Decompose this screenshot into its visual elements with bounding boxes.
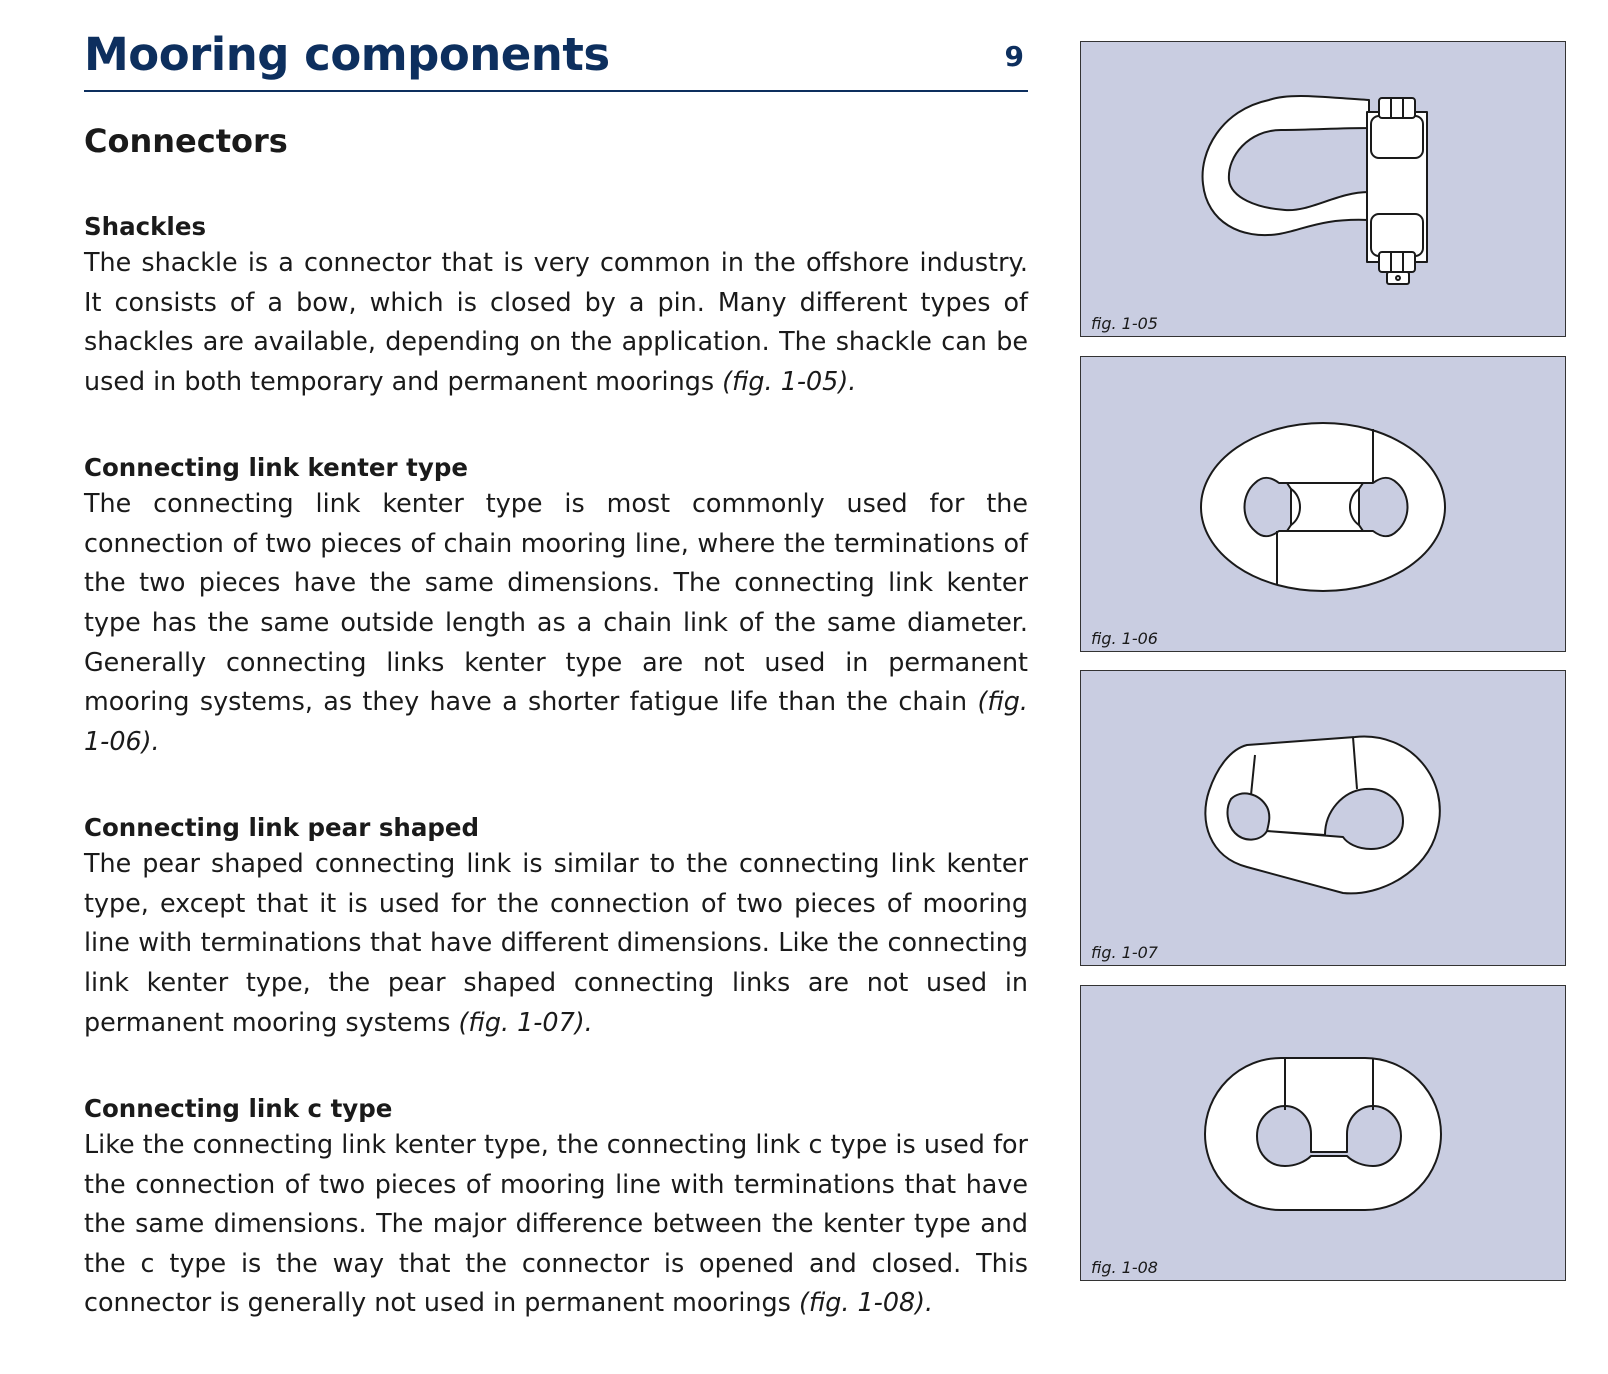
page-title: Mooring components <box>84 28 610 81</box>
pear-link-illustration <box>1081 671 1567 967</box>
subsection-title: Shackles <box>84 212 207 242</box>
subsection-body <box>84 243 1028 401</box>
subsection-body <box>84 484 1028 761</box>
figure-label: fig. 1-06 <box>1091 629 1158 648</box>
body-text: The shackle is a connector that is very common in the offshore industry. It consists of a bow, which is closed by a pin. Many different types of shackles are available, depending on the application. The shackle can be used in both temporary and permanent moorings <box>84 247 1028 396</box>
subsection-body <box>84 1125 1028 1323</box>
body-text: The connecting link kenter type is most commonly used for the connection of two pieces of chain mooring line, where the terminations of the two pieces have the same dimensions. The connecting link kenter type has the same outside length as a chain link of the same diameter. Generally connecting links kenter type are not used in permanent mooring systems, as they have a shorter fatigue life than the chain <box>84 488 1028 717</box>
figure-label: fig. 1-08 <box>1091 1258 1158 1277</box>
figure-reference: (fig. 1-05). <box>722 365 857 396</box>
subsection-c-type <box>84 1093 1028 1323</box>
page-number: 9 <box>1004 40 1024 73</box>
c-type-link-illustration <box>1081 986 1567 1282</box>
figure-kenter-link <box>1080 356 1566 652</box>
subsection-title: Connecting link c type <box>84 1094 393 1124</box>
subsection-pear <box>84 812 1028 1042</box>
subsection-kenter <box>84 452 1028 761</box>
figure-shackle <box>1080 41 1566 337</box>
body-text: Like the connecting link kenter type, the connecting link c type is used for the connection of two pieces of mooring line with terminations that have the same dimensions. The major difference between the kenter type and the c type is the way that the connector is opened and closed. This connector is generally not used in permanent moorings <box>84 1129 1028 1318</box>
page-header <box>84 26 1028 92</box>
main-content <box>84 124 1028 1374</box>
figure-label: fig. 1-05 <box>1091 314 1158 333</box>
figure-pear-link <box>1080 670 1566 966</box>
body-text: The pear shaped connecting link is similar to the connecting link kenter type, except that it is used for the connection of two pieces of mooring line with terminations that have different dimensions. Like the connecting link kenter type, the pear shaped connecting links are not used in permanent mooring systems <box>84 848 1028 1037</box>
subsection-body <box>84 844 1028 1042</box>
section-title: Connectors <box>84 122 288 160</box>
kenter-link-illustration <box>1081 357 1567 653</box>
subsection-shackles <box>84 211 1028 401</box>
shackle-illustration <box>1081 42 1567 338</box>
figure-reference: (fig. 1-06). <box>84 686 1028 756</box>
figure-reference: (fig. 1-07). <box>458 1006 593 1037</box>
figure-c-type-link <box>1080 985 1566 1281</box>
figure-label: fig. 1-07 <box>1091 943 1158 962</box>
figure-reference: (fig. 1-08). <box>798 1287 934 1318</box>
subsection-title: Connecting link pear shaped <box>84 813 480 843</box>
subsection-title: Connecting link kenter type <box>84 453 468 483</box>
